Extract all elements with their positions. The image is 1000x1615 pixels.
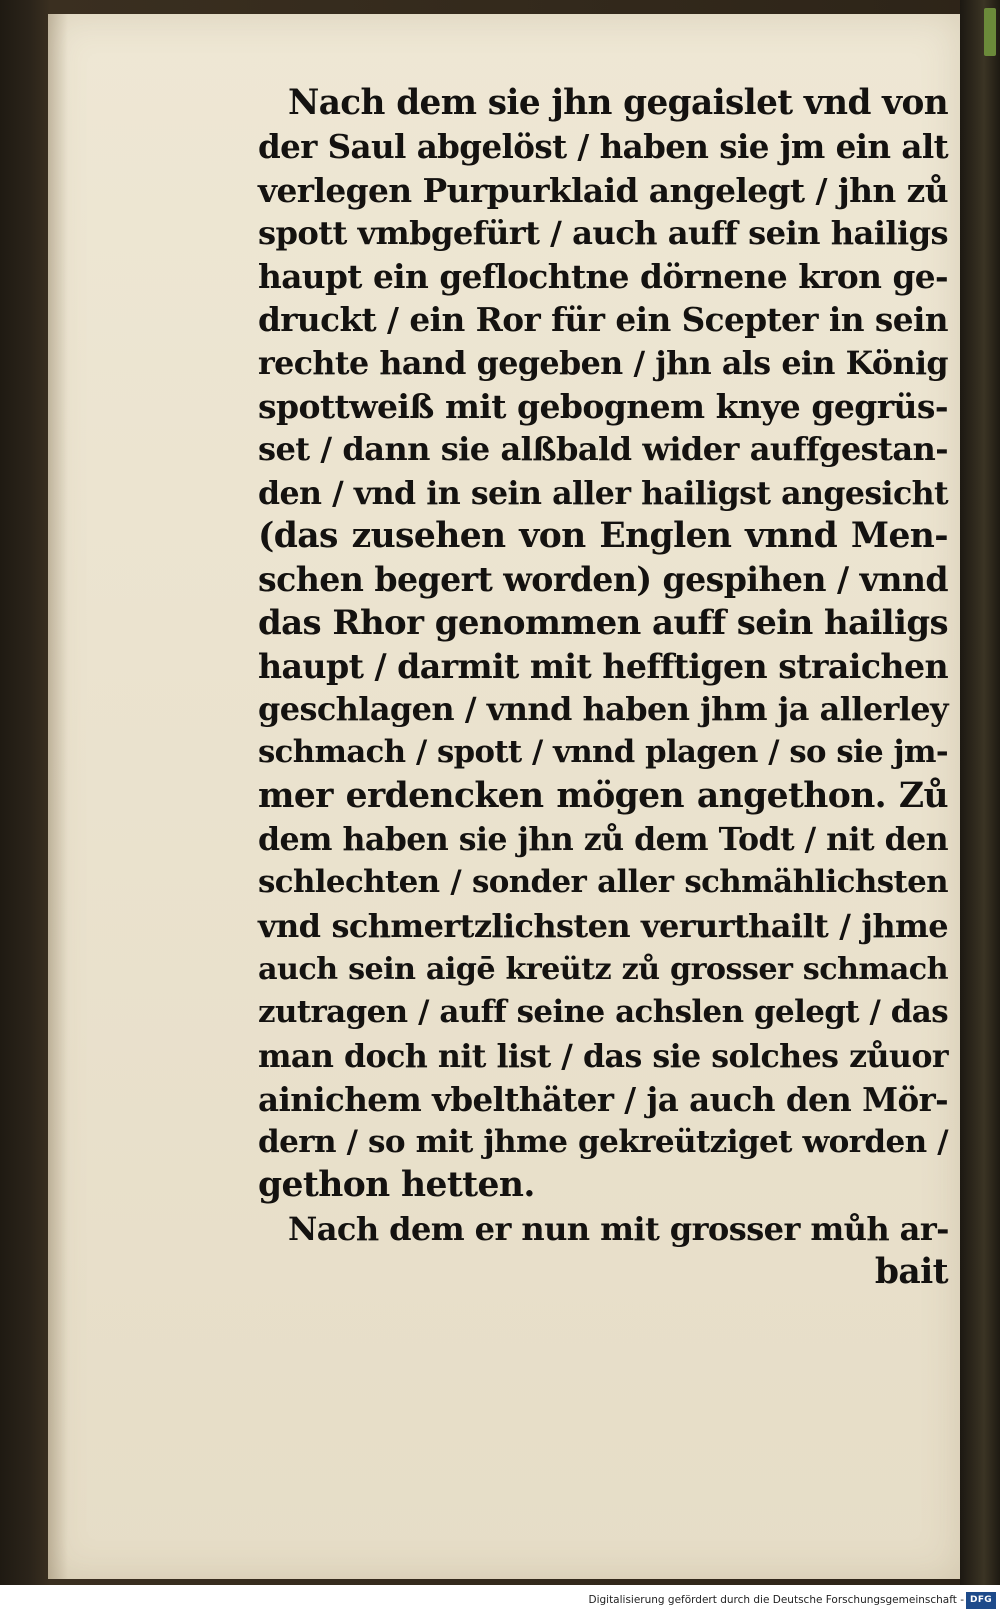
text-line: auch sein aigē kreütz zů grosser schmach	[258, 951, 948, 987]
text-line: verlegen Purpurklaid angelegt / jhn zů	[258, 170, 948, 210]
bookmark-tab	[984, 8, 996, 56]
text-line: (das zusehen von Englen vnnd Men-	[258, 515, 948, 556]
text-line: dem haben sie jhn zů dem Todt / nit den	[258, 821, 948, 859]
footer-bar	[0, 1585, 1000, 1615]
text-line: der Saul abgelöst / haben sie jm ein alt	[258, 127, 948, 167]
text-line: vnd schmertzlichsten verurthailt / jhme	[258, 906, 948, 945]
text-line: haupt / darmit mit hefftigen straichen	[258, 646, 948, 686]
page-text	[258, 82, 948, 1294]
text-line: mer erdencken mögen angethon. Zů	[258, 775, 948, 816]
text-line: Nach dem er nun mit grosser můh ar-	[288, 1209, 949, 1248]
text-line: set / dann sie alßbald wider auffgestan-	[258, 430, 948, 469]
text-line: spott vmbgefürt / auch auff sein hailigs	[258, 213, 948, 252]
text-line: spottweiß mit gebognem knye gegrüs-	[258, 387, 948, 427]
text-line: haupt ein geflochtne dörnene kron ge-	[258, 257, 948, 297]
dfg-logo: DFG	[966, 1592, 996, 1609]
footer-credit: Digitalisierung gefördert durch die Deutsche Forschungsgemeinschaft -	[588, 1594, 964, 1606]
book-page	[48, 14, 960, 1579]
page-edge	[960, 0, 1000, 1585]
text-line: das Rhor genommen auff sein hailigs	[258, 602, 948, 643]
text-line: druckt / ein Ror für ein Scepter in sein	[258, 300, 948, 340]
text-line: gethon hetten.	[258, 1165, 535, 1206]
text-line: schen begert worden) gespihen / vnnd	[258, 560, 948, 600]
text-line: man doch nit list / das sie solches zůuor	[258, 1037, 948, 1075]
text-line: schlechten / sonder aller schmählichsten	[258, 864, 948, 901]
text-line: den / vnd in sein aller hailigst angesicht	[258, 474, 948, 512]
text-line: dern / so mit jhme gekreütziget worden /	[258, 1124, 948, 1161]
text-line: ainichem vbelthäter / ja auch den Mör-	[258, 1079, 948, 1119]
text-line: schmach / spott / vnnd plagen / so sie jm-	[258, 734, 948, 771]
text-line: geschlagen / vnnd haben jhm ja allerley	[258, 690, 948, 729]
catchword: bait	[874, 1252, 948, 1293]
text-line: zutragen / auff seine achslen gelegt / das	[258, 994, 948, 1031]
text-line: rechte hand gegeben / jhn als ein König	[258, 344, 948, 382]
text-line: Nach dem sie jhn gegaislet vnd von	[288, 83, 948, 123]
